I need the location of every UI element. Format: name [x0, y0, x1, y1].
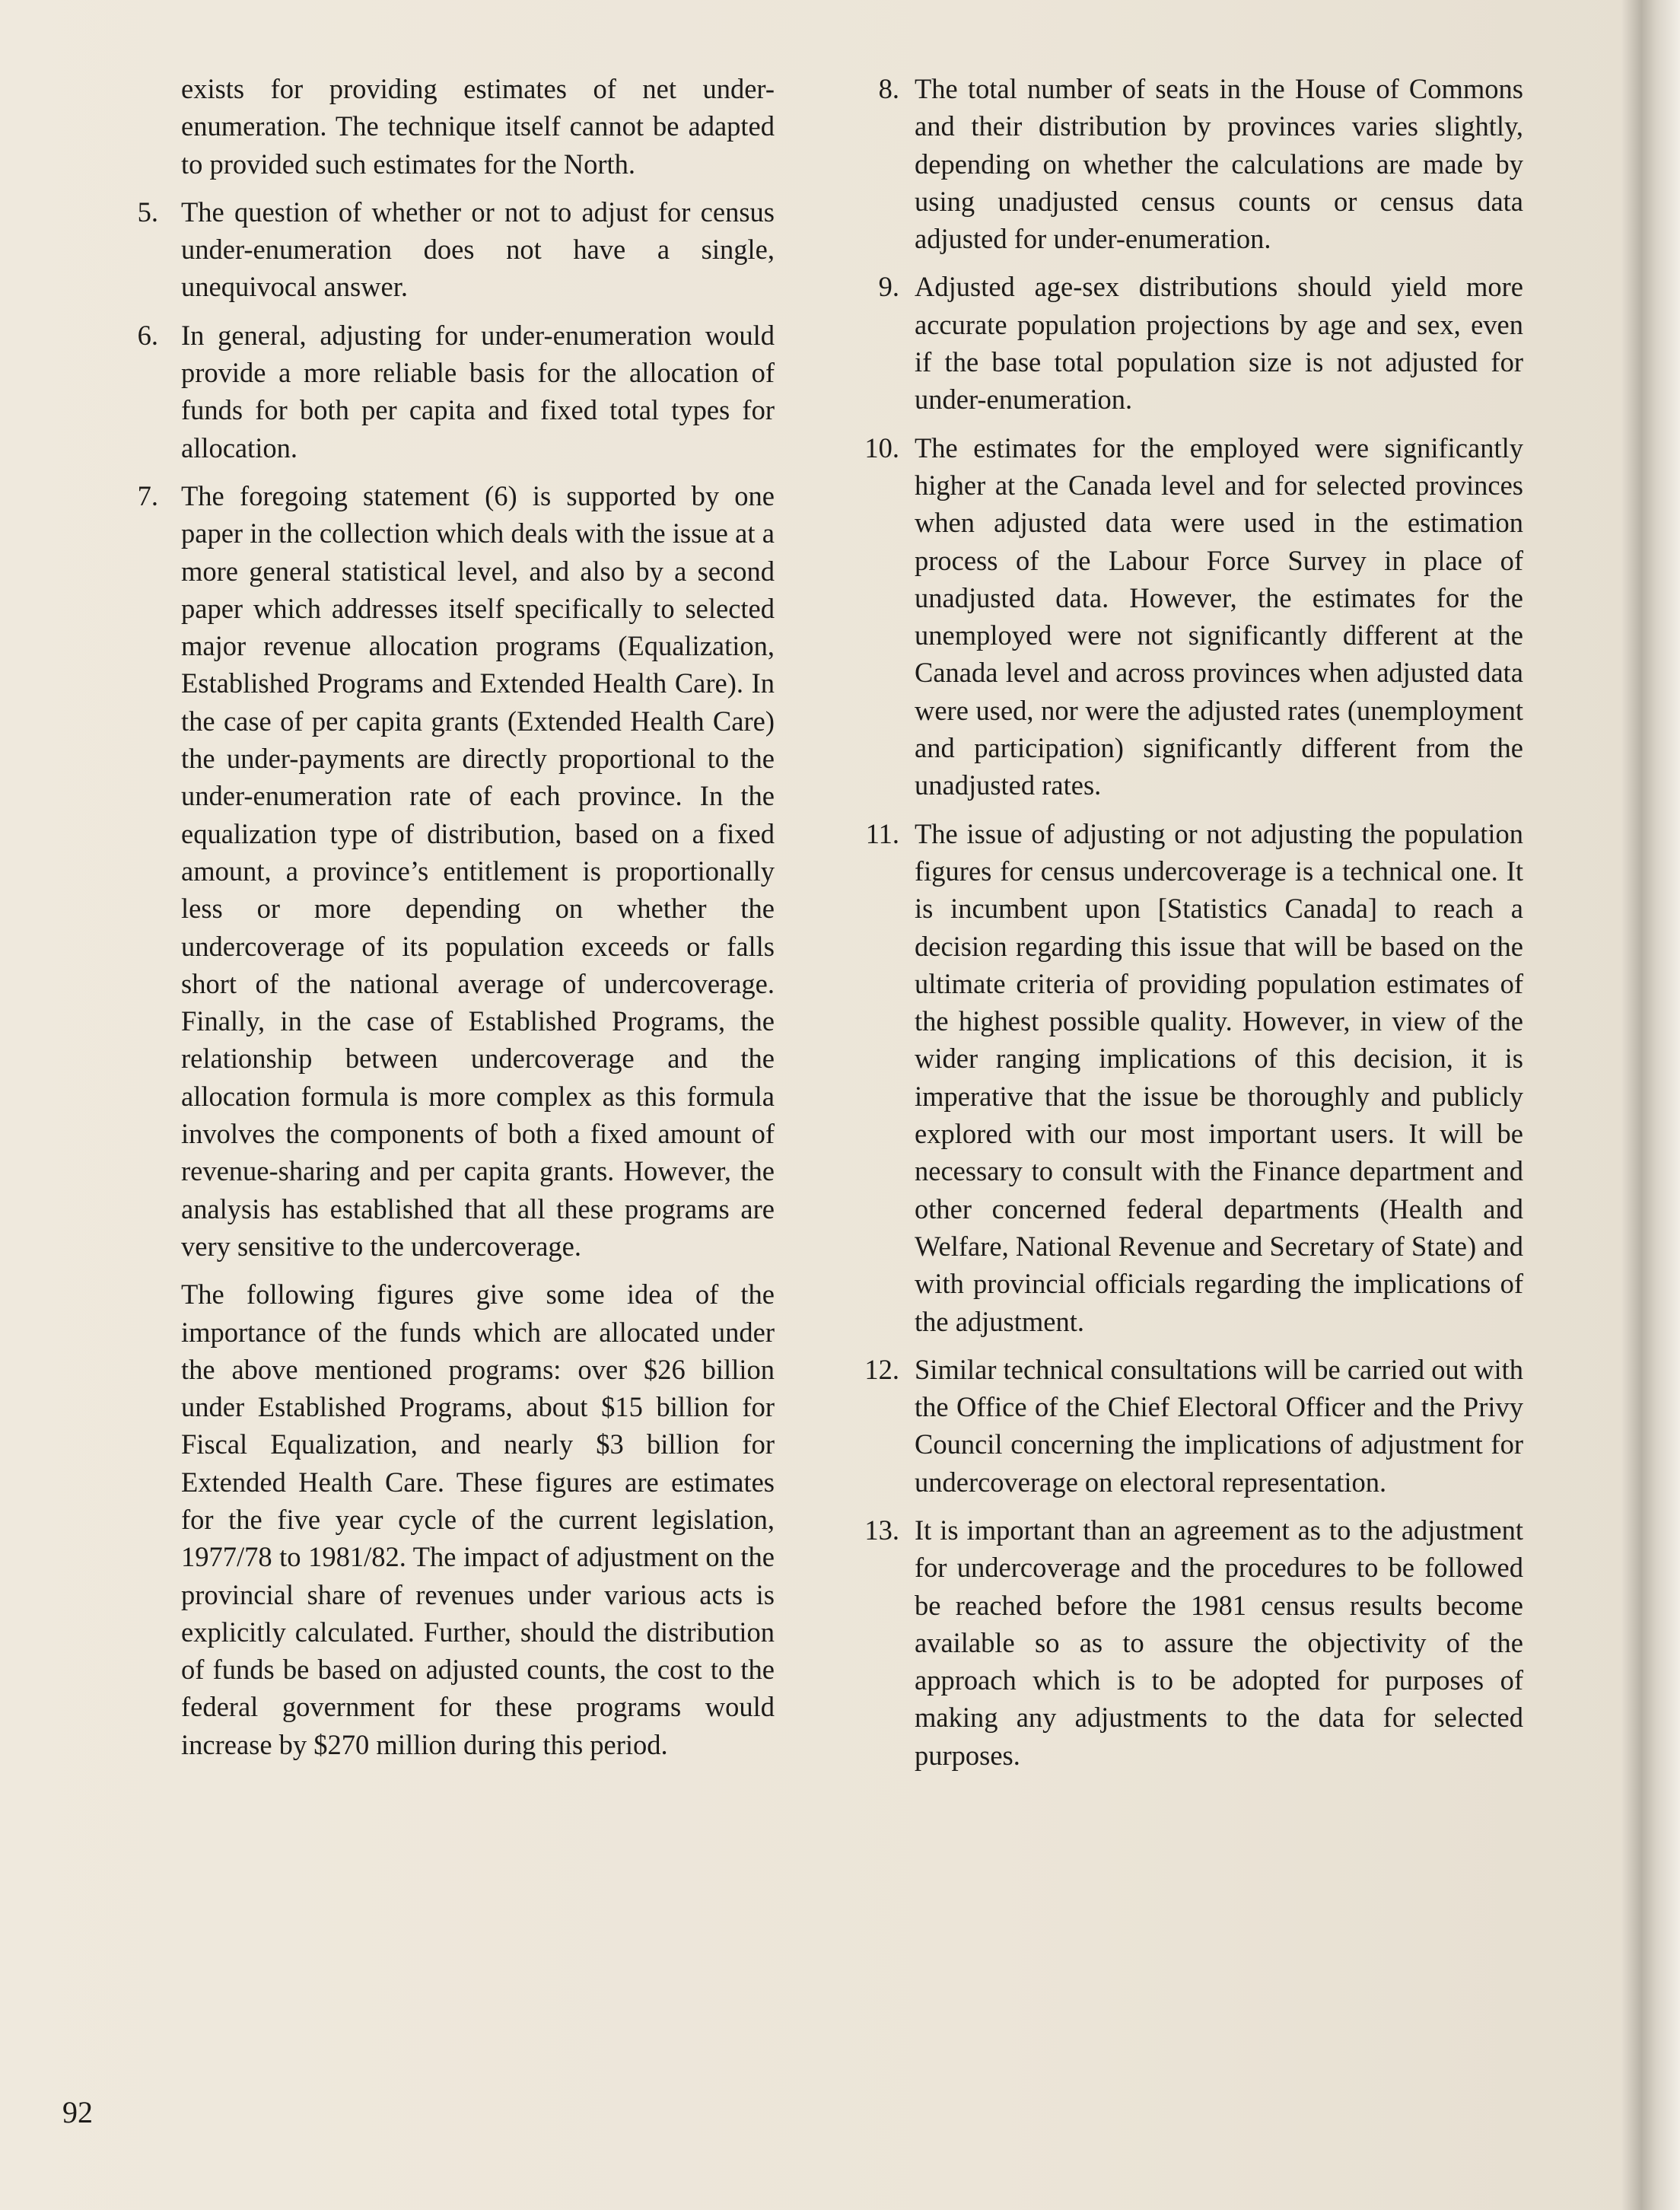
list-text: It is important than an agreement as to the adjustment for undercoverage and the procedures to be followed be reached before the 1981 census results become available so as to assure the objectivity of the approach which is to be adopted for purposes of making any adjustments to the data for selected purposes.	[915, 1514, 1523, 1771]
list-text: Similar technical consultations will be carried out with the Office of the Chief Electoral Officer and the Privy Council concerning the implications of adjustment for undercoverage on electoral representation.	[915, 1353, 1523, 1498]
list-item-6	[137, 317, 775, 467]
list-item-10	[845, 429, 1523, 804]
list-number: 13.	[864, 1514, 899, 1546]
book-spine-shadow	[1621, 0, 1680, 2210]
list-text: The estimates for the employed were significantly higher at the Canada level and for selected provinces when adjusted data were used in the estimation process of the Labour Force Survey in place of unadjusted data. However, the estimates for the unemployed were not significantly different at the Canada level and across provinces when adjusted data were used, nor were the adjusted rates (unemployment and participation) significantly different from the unadjusted rates.	[915, 431, 1523, 801]
list-number: 10.	[864, 431, 899, 463]
list-text: The foregoing statement (6) is supported by one paper in the collection which deals with the issue at a more general statistical level, and also by a second paper which addresses itself specifically to selected major revenue allocation programs (Equalization, Established Programs and Extended Health Care). In the case of per capita grants (Extended Health Care) the under-payments are directly proportional to the under-enumeration rate of each province. In the equalization type of distribution, based on a fixed amount, a province’s entitlement is proportionally less or more depending on whether the undercoverage of its population exceeds or falls short of the national average of undercoverage. Finally, in the case of Established Programs, the relationship between undercoverage and the allocation formula is more complex as this formula involves the components of both a fixed amount of revenue-sharing and per capita grants. However, the analysis has established that all these programs are very sensitive to the undercoverage.	[181, 479, 775, 1262]
list-number: 6.	[137, 319, 158, 351]
right-column	[845, 70, 1523, 1785]
list-item-9	[845, 268, 1523, 418]
list-number: 8.	[878, 73, 899, 104]
list-item-7	[137, 477, 775, 1265]
list-number: 12.	[864, 1353, 899, 1385]
list-item-8	[845, 70, 1523, 257]
list-item-5	[137, 193, 775, 306]
left-continuation-text: exists for providing estimates of net under-enumeration. The technique itself cannot be adapted to provided such estimates for the North.	[181, 73, 775, 180]
page-number: 92	[62, 2095, 93, 2129]
list-number: 5.	[137, 196, 158, 228]
list-text: The total number of seats in the House of Commons and their distribution by provinces varies slightly, depending on whether the calculations are made by using unadjusted census counts or census data adjusted for under-enumeration.	[915, 73, 1523, 255]
list-item-13	[845, 1511, 1523, 1774]
list-number: 11.	[865, 817, 899, 849]
list-item-11	[845, 815, 1523, 1340]
list-text: The question of whether or not to adjust for census under-enumeration does not have a single, unequivocal answer.	[181, 196, 775, 303]
list-text: The issue of adjusting or not adjusting the population figures for census undercoverage is a technical one. It is incumbent upon [Statistics Canada] to reach a decision regarding this issue that will be based on the ultimate criteria of providing population estimates of the highest possible quality. However, in view of the wider ranging implications of this decision, it is imperative that the issue be thoroughly and publicly explored with our most important users. It will be necessary to consult with the Finance department and other concerned federal departments (Health and Welfare, National Revenue and Secretary of State) and with provincial officials regarding the implications of the adjustment.	[915, 817, 1523, 1337]
funding-figures-paragraph: The following figures give some idea of the importance of the funds which are allocated under the above mentioned programs: over $26 billion under Established Programs, about $15 billion for Fiscal Equalization, and nearly $3 billion for Extended Health Care. These figures are estimates for the five year cycle of the current legislation, 1977/78 to 1981/82. The impact of adjustment on the provincial share of revenues under various acts is explicitly calculated. Further, should the distribution of funds be based on adjusted counts, the cost to the federal government for these programs would increase by $270 million during this period.	[181, 1279, 775, 1760]
list-number: 7.	[137, 479, 158, 511]
list-number: 9.	[878, 271, 899, 303]
list-text: In general, adjusting for under-enumeration would provide a more reliable basis for the allocation of funds for both per capita and fixed total types for allocation.	[181, 319, 775, 463]
list-text: Adjusted age-sex distributions should yield more accurate population projections by age and sex, even if the base total population size is not adjusted for under-enumeration.	[915, 271, 1523, 416]
list-item-12	[845, 1351, 1523, 1501]
left-column	[137, 70, 775, 1774]
